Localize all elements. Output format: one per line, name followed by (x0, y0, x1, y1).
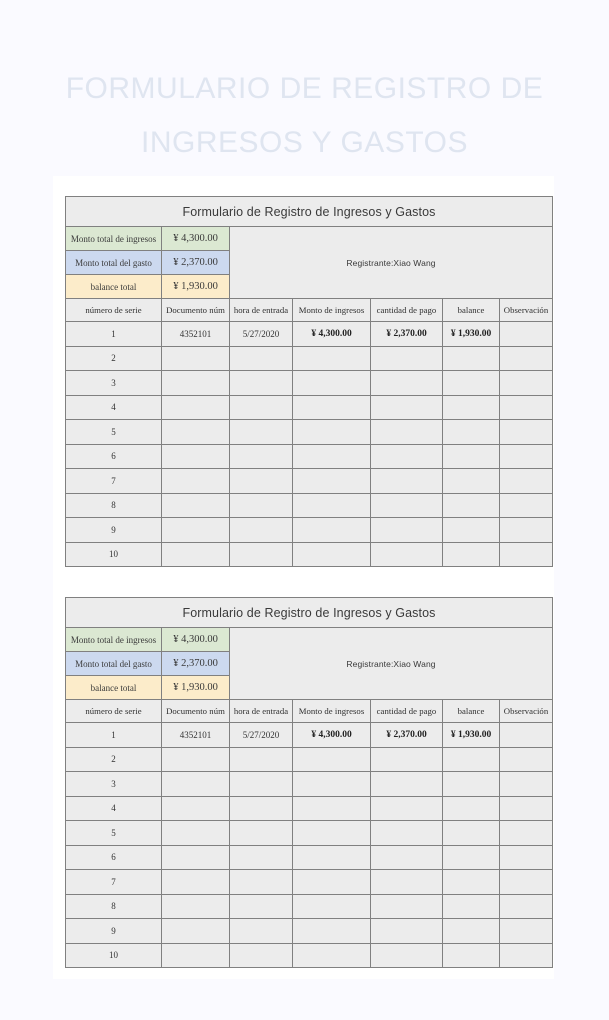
cell-observation[interactable] (500, 542, 553, 567)
cell-observation[interactable] (500, 346, 553, 371)
cell-document-number[interactable] (162, 772, 230, 797)
cell-observation[interactable] (500, 821, 553, 846)
cell-document-number[interactable] (162, 493, 230, 518)
cell-entry-date[interactable] (230, 772, 293, 797)
column-header-0: número de serie (66, 299, 162, 322)
cell-serial[interactable]: 8 (66, 894, 162, 919)
cell-observation[interactable] (500, 747, 553, 772)
table-row[interactable] (66, 943, 553, 968)
cell-payment-amount[interactable]: ¥ 2,370.00 (371, 322, 443, 347)
summary-label-2: balance total (66, 676, 162, 700)
cell-observation[interactable] (500, 796, 553, 821)
cell-entry-date[interactable]: 5/27/2020 (230, 322, 293, 347)
cell-serial[interactable]: 4 (66, 796, 162, 821)
cell-document-number[interactable] (162, 747, 230, 772)
cell-income-amount[interactable] (293, 919, 371, 944)
cell-document-number[interactable] (162, 444, 230, 469)
cell-balance-amount[interactable] (443, 821, 500, 846)
cell-payment-amount[interactable] (371, 894, 443, 919)
cell-entry-date[interactable] (230, 420, 293, 445)
cell-income-amount[interactable] (293, 469, 371, 494)
column-header-5: balance (443, 299, 500, 322)
cell-payment-amount[interactable] (371, 870, 443, 895)
table-row[interactable] (66, 518, 553, 543)
column-header-0: número de serie (66, 700, 162, 723)
cell-income-amount[interactable] (293, 870, 371, 895)
column-header-6: Observación (500, 700, 553, 723)
summary-value-1[interactable]: ¥ 2,370.00 (162, 251, 230, 275)
cell-document-number[interactable] (162, 395, 230, 420)
cell-income-amount[interactable] (293, 772, 371, 797)
table-row[interactable] (66, 821, 553, 846)
cell-observation[interactable] (500, 943, 553, 968)
cell-balance-amount[interactable] (443, 420, 500, 445)
cell-serial[interactable]: 10 (66, 943, 162, 968)
cell-balance-amount[interactable] (443, 845, 500, 870)
cell-observation[interactable] (500, 894, 553, 919)
cell-entry-date[interactable] (230, 542, 293, 567)
cell-income-amount[interactable] (293, 346, 371, 371)
cell-document-number[interactable] (162, 870, 230, 895)
cell-payment-amount[interactable] (371, 821, 443, 846)
cell-document-number[interactable] (162, 346, 230, 371)
cell-observation[interactable] (500, 469, 553, 494)
table-row[interactable] (66, 747, 553, 772)
cell-observation[interactable] (500, 444, 553, 469)
document-card (53, 176, 554, 979)
cell-income-amount[interactable] (293, 747, 371, 772)
cell-observation[interactable] (500, 772, 553, 797)
column-header-2: hora de entrada (230, 700, 293, 723)
cell-entry-date[interactable] (230, 493, 293, 518)
cell-serial[interactable]: 6 (66, 444, 162, 469)
cell-income-amount[interactable] (293, 371, 371, 396)
summary-value-2[interactable]: ¥ 1,930.00 (162, 676, 230, 700)
cell-balance-amount[interactable] (443, 747, 500, 772)
table-row[interactable] (66, 772, 553, 797)
column-header-2: hora de entrada (230, 299, 293, 322)
table-row[interactable] (66, 845, 553, 870)
table-row[interactable] (66, 346, 553, 371)
cell-balance-amount[interactable] (443, 395, 500, 420)
cell-balance-amount[interactable] (443, 894, 500, 919)
cell-balance-amount[interactable] (443, 469, 500, 494)
cell-observation[interactable] (500, 395, 553, 420)
cell-income-amount[interactable] (293, 395, 371, 420)
summary-value-1[interactable]: ¥ 2,370.00 (162, 652, 230, 676)
cell-entry-date[interactable] (230, 747, 293, 772)
cell-balance-amount[interactable] (443, 919, 500, 944)
cell-payment-amount[interactable] (371, 444, 443, 469)
cell-observation[interactable] (500, 845, 553, 870)
cell-entry-date[interactable] (230, 444, 293, 469)
cell-entry-date[interactable] (230, 919, 293, 944)
cell-entry-date[interactable]: 5/27/2020 (230, 723, 293, 748)
cell-entry-date[interactable] (230, 894, 293, 919)
cell-payment-amount[interactable] (371, 919, 443, 944)
cell-income-amount[interactable] (293, 493, 371, 518)
cell-balance-amount[interactable] (443, 870, 500, 895)
cell-entry-date[interactable] (230, 870, 293, 895)
cell-serial[interactable]: 7 (66, 469, 162, 494)
cell-payment-amount[interactable] (371, 943, 443, 968)
sheet-title-row (66, 598, 553, 628)
cell-serial[interactable]: 2 (66, 346, 162, 371)
summary-label-0: Monto total de ingresos (66, 227, 162, 251)
cell-document-number[interactable] (162, 371, 230, 396)
cell-document-number[interactable] (162, 821, 230, 846)
cell-serial[interactable]: 5 (66, 821, 162, 846)
cell-income-amount[interactable] (293, 943, 371, 968)
table-row[interactable] (66, 371, 553, 396)
cell-document-number[interactable] (162, 796, 230, 821)
cell-serial[interactable]: 1 (66, 322, 162, 347)
column-header-1: Documento núm (162, 299, 230, 322)
registrante-label: Registrante:Xiao Wang (230, 628, 553, 700)
cell-observation[interactable] (500, 493, 553, 518)
cell-document-number[interactable] (162, 420, 230, 445)
cell-serial[interactable]: 7 (66, 870, 162, 895)
cell-serial[interactable]: 9 (66, 518, 162, 543)
cell-observation[interactable] (500, 420, 553, 445)
summary-value-2[interactable]: ¥ 1,930.00 (162, 275, 230, 299)
cell-payment-amount[interactable] (371, 845, 443, 870)
summary-row (66, 227, 553, 251)
sheet-title: Formulario de Registro de Ingresos y Gastos (66, 598, 553, 628)
table-row[interactable] (66, 796, 553, 821)
cell-entry-date[interactable] (230, 518, 293, 543)
page-title-watermark (0, 0, 609, 170)
cell-income-amount[interactable] (293, 542, 371, 567)
cell-balance-amount[interactable] (443, 518, 500, 543)
cell-observation[interactable] (500, 518, 553, 543)
cell-observation[interactable] (500, 371, 553, 396)
column-header-3: Monto de ingresos (293, 700, 371, 723)
cell-entry-date[interactable] (230, 943, 293, 968)
cell-payment-amount[interactable] (371, 371, 443, 396)
cell-serial[interactable]: 6 (66, 845, 162, 870)
cell-income-amount[interactable] (293, 796, 371, 821)
page-title-line-1: FORMULARIO DE REGISTRO DE (65, 72, 544, 105)
cell-document-number[interactable] (162, 518, 230, 543)
cell-document-number[interactable] (162, 542, 230, 567)
summary-label-0: Monto total de ingresos (66, 628, 162, 652)
cell-balance-amount[interactable] (443, 346, 500, 371)
cell-balance-amount[interactable] (443, 796, 500, 821)
cell-entry-date[interactable] (230, 821, 293, 846)
cell-document-number[interactable] (162, 845, 230, 870)
table-row[interactable] (66, 723, 553, 748)
table-row[interactable] (66, 493, 553, 518)
cell-balance-amount[interactable] (443, 444, 500, 469)
page-title-line-2: INGRESOS Y GASTOS (141, 126, 468, 159)
cell-serial[interactable]: 9 (66, 919, 162, 944)
cell-entry-date[interactable] (230, 845, 293, 870)
cell-balance-amount[interactable] (443, 943, 500, 968)
cell-serial[interactable]: 8 (66, 493, 162, 518)
cell-document-number[interactable]: 4352101 (162, 723, 230, 748)
cell-document-number[interactable] (162, 894, 230, 919)
table-row[interactable] (66, 894, 553, 919)
cell-serial[interactable]: 1 (66, 723, 162, 748)
cell-observation[interactable] (500, 919, 553, 944)
cell-serial[interactable]: 2 (66, 747, 162, 772)
column-header-4: cantidad de pago (371, 299, 443, 322)
cell-income-amount[interactable] (293, 420, 371, 445)
cell-payment-amount[interactable] (371, 420, 443, 445)
column-header-row (66, 299, 553, 322)
cell-payment-amount[interactable] (371, 542, 443, 567)
cell-income-amount[interactable]: ¥ 4,300.00 (293, 723, 371, 748)
sheet-title: Formulario de Registro de Ingresos y Gastos (66, 197, 553, 227)
cell-entry-date[interactable] (230, 371, 293, 396)
cell-income-amount[interactable] (293, 518, 371, 543)
cell-serial[interactable]: 4 (66, 395, 162, 420)
table-row[interactable] (66, 542, 553, 567)
cell-balance-amount[interactable]: ¥ 1,930.00 (443, 723, 500, 748)
summary-value-0[interactable]: ¥ 4,300.00 (162, 628, 230, 652)
column-header-1: Documento núm (162, 700, 230, 723)
table-row[interactable] (66, 444, 553, 469)
cell-observation[interactable] (500, 870, 553, 895)
table-row[interactable] (66, 919, 553, 944)
table-row[interactable] (66, 420, 553, 445)
summary-label-1: Monto total del gasto (66, 652, 162, 676)
cell-payment-amount[interactable] (371, 469, 443, 494)
cell-document-number[interactable] (162, 469, 230, 494)
cell-payment-amount[interactable] (371, 346, 443, 371)
cell-income-amount[interactable]: ¥ 4,300.00 (293, 322, 371, 347)
summary-value-0[interactable]: ¥ 4,300.00 (162, 227, 230, 251)
cell-payment-amount[interactable] (371, 772, 443, 797)
cell-entry-date[interactable] (230, 346, 293, 371)
cell-payment-amount[interactable] (371, 518, 443, 543)
cell-entry-date[interactable] (230, 796, 293, 821)
cell-payment-amount[interactable] (371, 747, 443, 772)
cell-observation[interactable] (500, 723, 553, 748)
cell-serial[interactable]: 3 (66, 772, 162, 797)
cell-payment-amount[interactable]: ¥ 2,370.00 (371, 723, 443, 748)
cell-document-number[interactable] (162, 943, 230, 968)
column-header-3: Monto de ingresos (293, 299, 371, 322)
cell-balance-amount[interactable] (443, 542, 500, 567)
cell-serial[interactable]: 3 (66, 371, 162, 396)
cell-entry-date[interactable] (230, 395, 293, 420)
cell-income-amount[interactable] (293, 845, 371, 870)
cell-income-amount[interactable] (293, 821, 371, 846)
summary-label-2: balance total (66, 275, 162, 299)
cell-balance-amount[interactable] (443, 493, 500, 518)
cell-payment-amount[interactable] (371, 493, 443, 518)
cell-income-amount[interactable] (293, 894, 371, 919)
sheet-body (66, 598, 553, 968)
column-header-5: balance (443, 700, 500, 723)
summary-label-1: Monto total del gasto (66, 251, 162, 275)
income-expense-sheet-top[interactable] (65, 196, 553, 567)
cell-serial[interactable]: 10 (66, 542, 162, 567)
cell-entry-date[interactable] (230, 469, 293, 494)
cell-observation[interactable] (500, 322, 553, 347)
cell-income-amount[interactable] (293, 444, 371, 469)
sheet-title-row (66, 197, 553, 227)
cell-payment-amount[interactable] (371, 796, 443, 821)
cell-balance-amount[interactable] (443, 772, 500, 797)
table-row[interactable] (66, 469, 553, 494)
cell-payment-amount[interactable] (371, 395, 443, 420)
cell-balance-amount[interactable] (443, 371, 500, 396)
table-row[interactable] (66, 395, 553, 420)
table-row[interactable] (66, 322, 553, 347)
table-row[interactable] (66, 870, 553, 895)
column-header-6: Observación (500, 299, 553, 322)
registrante-label: Registrante:Xiao Wang (230, 227, 553, 299)
column-header-row (66, 700, 553, 723)
income-expense-sheet-bottom[interactable] (65, 597, 553, 968)
cell-balance-amount[interactable]: ¥ 1,930.00 (443, 322, 500, 347)
column-header-4: cantidad de pago (371, 700, 443, 723)
cell-serial[interactable]: 5 (66, 420, 162, 445)
cell-document-number[interactable] (162, 919, 230, 944)
cell-document-number[interactable]: 4352101 (162, 322, 230, 347)
sheet-body (66, 197, 553, 567)
summary-row (66, 628, 553, 652)
